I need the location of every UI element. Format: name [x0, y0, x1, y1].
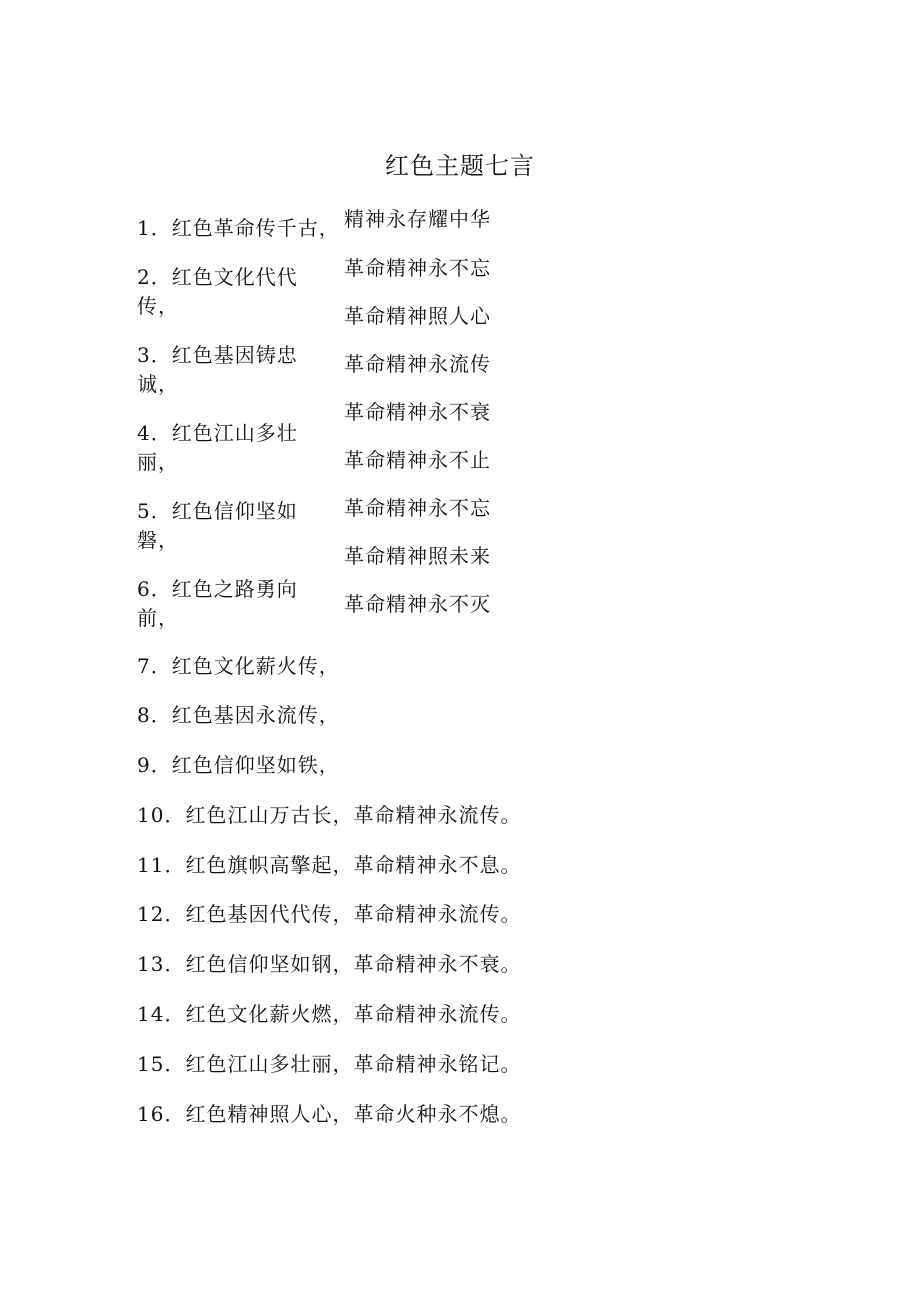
poem-line-5: 5．红色信仰坚如: [137, 499, 298, 523]
poem-line-11: 11．红色旗帜高擎起，革命精神永不息。: [137, 853, 522, 877]
document-title: 红色主题七言: [385, 152, 535, 180]
poem-line-13: 13．红色信仰坚如钢，革命精神永不衰。: [137, 952, 522, 976]
poem-line-5-cont: 磐，: [137, 528, 179, 552]
poem-line-1: 1．红色革命传千古，: [137, 216, 340, 240]
poem-line-14: 14．红色文化薪火燃，革命精神永流传。: [137, 1002, 522, 1026]
poem-response-9: 革命精神永不灭: [344, 592, 491, 616]
poem-line-4-cont: 丽，: [137, 450, 179, 474]
poem-line-7: 7．红色文化薪火传，: [137, 654, 340, 678]
poem-line-2-cont: 传，: [137, 294, 179, 318]
poem-response-6: 革命精神永不止: [344, 448, 491, 472]
poem-line-3: 3．红色基因铸忠: [137, 343, 298, 367]
poem-response-1: 精神永存耀中华: [344, 207, 491, 231]
poem-response-7: 革命精神永不忘: [344, 496, 491, 520]
poem-response-3: 革命精神照人心: [344, 304, 491, 328]
poem-line-15: 15．红色江山多壮丽，革命精神永铭记。: [137, 1052, 522, 1076]
poem-line-2: 2．红色文化代代: [137, 265, 298, 289]
poem-line-6: 6．红色之路勇向: [137, 577, 298, 601]
poem-response-5: 革命精神永不衰: [344, 400, 491, 424]
poem-line-6-cont: 前，: [137, 606, 179, 630]
poem-line-4: 4．红色江山多壮: [137, 421, 298, 445]
poem-line-10: 10．红色江山万古长，革命精神永流传。: [137, 803, 522, 827]
poem-line-9: 9．红色信仰坚如铁，: [137, 753, 340, 777]
poem-response-2: 革命精神永不忘: [344, 256, 491, 280]
poem-response-4: 革命精神永流传: [344, 352, 491, 376]
poem-line-12: 12．红色基因代代传，革命精神永流传。: [137, 902, 522, 926]
poem-line-16: 16．红色精神照人心，革命火种永不熄。: [137, 1102, 522, 1126]
poem-line-3-cont: 诚，: [137, 372, 179, 396]
poem-response-8: 革命精神照未来: [344, 544, 491, 568]
poem-line-8: 8．红色基因永流传，: [137, 703, 340, 727]
